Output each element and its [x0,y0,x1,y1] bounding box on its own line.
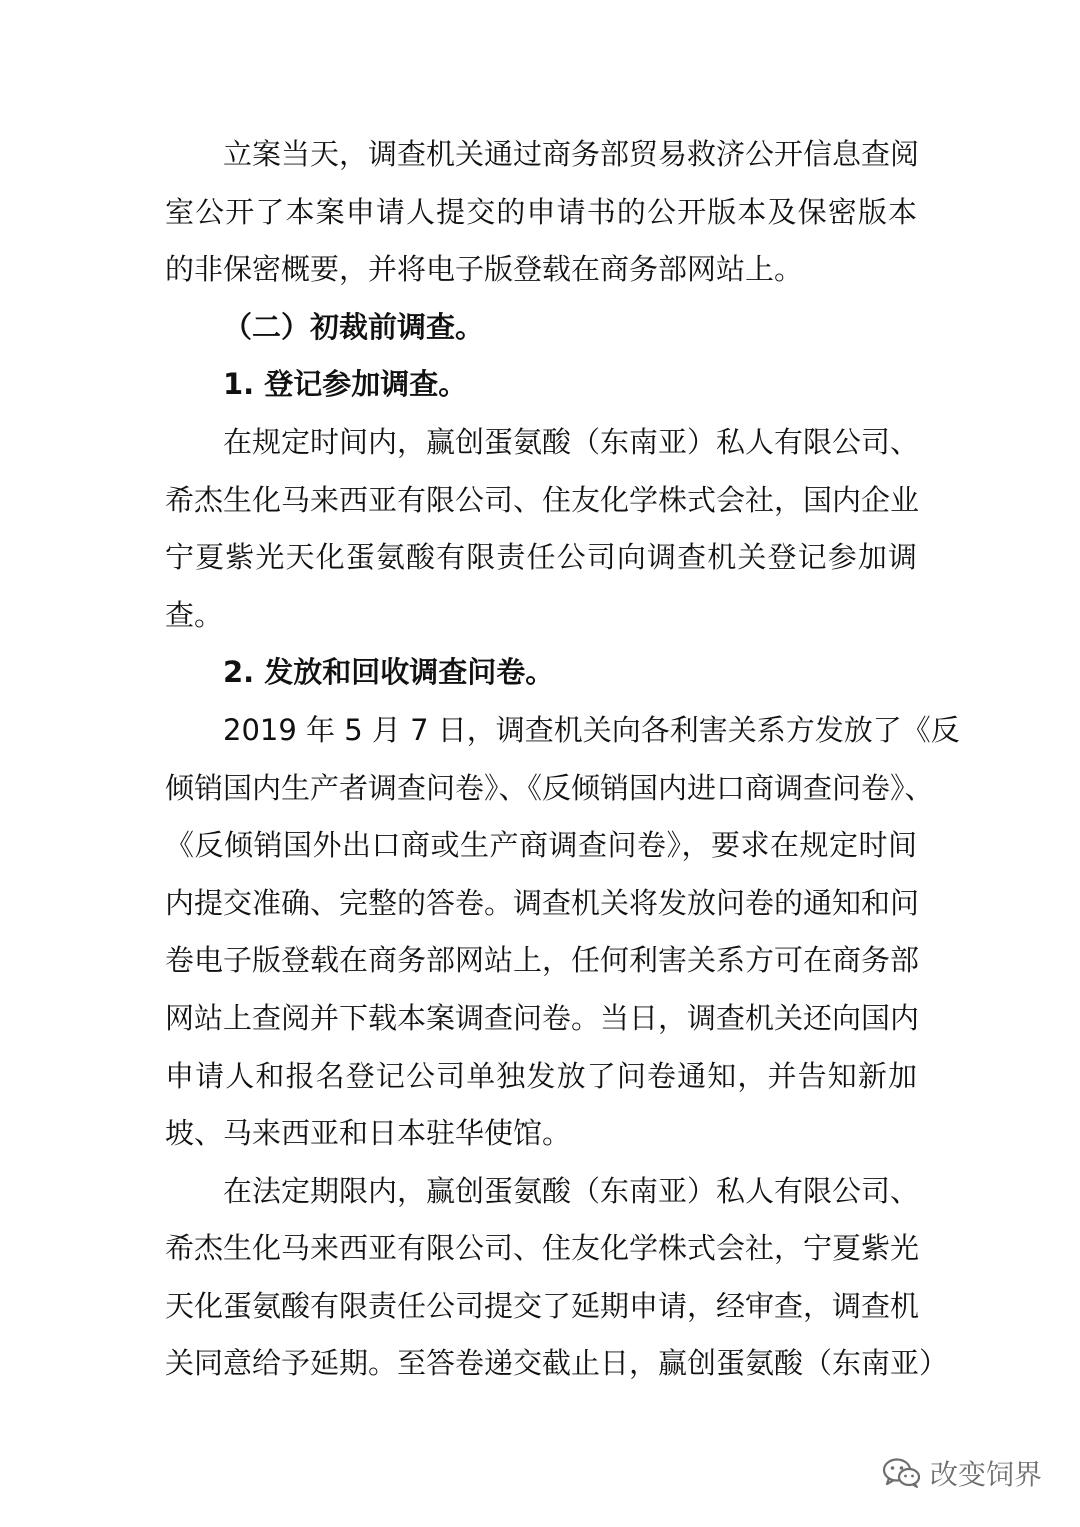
text-line: 希杰生化马来西亚有限公司、住友化学株式会社，宁夏紫光 [165,1231,920,1266]
text-line: 内提交准确、完整的答卷。调查机关将发放问卷的通知和问 [165,885,920,920]
text-line: 申请人和报名登记公司单独发放了问卷通知，并告知新加 [165,1058,917,1093]
text-line: 立案当天，调查机关通过商务部贸易救济公开信息查阅 [223,137,920,171]
text-line: 关同意给予延期。至答卷递交截止日，赢创蛋氨酸（东南亚） [165,1346,949,1381]
text-line: 在规定时间内，赢创蛋氨酸（东南亚）私人有限公司、 [223,424,920,459]
text-line: （二）初裁前调查。 [223,309,485,344]
text-line: 在法定期限内，赢创蛋氨酸（东南亚）私人有限公司、 [223,1173,920,1208]
text-line: 室公开了本案申请人提交的申请书的公开版本及保密版本 [165,194,917,229]
text-line: 网站上查阅并下载本案调查问卷。当日，调查机关还向国内 [165,1000,920,1035]
section-heading [165,299,917,357]
text-line: 2019 年 5 月 7 日，调查机关向各利害关系方发放了《反 [223,712,960,747]
watermark-text: 改变饲界 [929,1458,1042,1491]
wechat-icon [882,1457,922,1489]
text-line: 卷电子版登载在商务部网站上，任何利害关系方可在商务部 [165,943,920,978]
body-paragraph [165,126,920,299]
text-line: 1. 登记参加调查。 [223,367,468,402]
section-heading [165,644,917,702]
document-body [165,126,960,1393]
watermark [882,1453,1042,1493]
text-line: 《反倾销国外出口商或生产商调查问卷》，要求在规定时间 [165,828,917,863]
body-paragraph [165,414,920,644]
body-paragraph [165,1163,949,1393]
text-line: 天化蛋氨酸有限责任公司提交了延期申请，经审查，调查机 [165,1288,920,1323]
text-line: 2. 发放和回收调查问卷。 [223,655,555,690]
text-line: 宁夏紫光天化蛋氨酸有限责任公司向调查机关登记参加调 [165,540,917,575]
body-paragraph [165,702,960,1163]
text-line: 的非保密概要，并将电子版登载在商务部网站上。 [165,252,804,287]
text-line: 查。 [165,597,224,632]
text-line: 希杰生化马来西亚有限公司、住友化学株式会社，国内企业 [165,482,920,517]
text-line: 倾销国内生产者调查问卷》、《反倾销国内进口商调查问卷》、 [165,770,934,805]
text-line: 坡、马来西亚和日本驻华使馆。 [165,1116,572,1151]
section-heading [165,356,917,414]
